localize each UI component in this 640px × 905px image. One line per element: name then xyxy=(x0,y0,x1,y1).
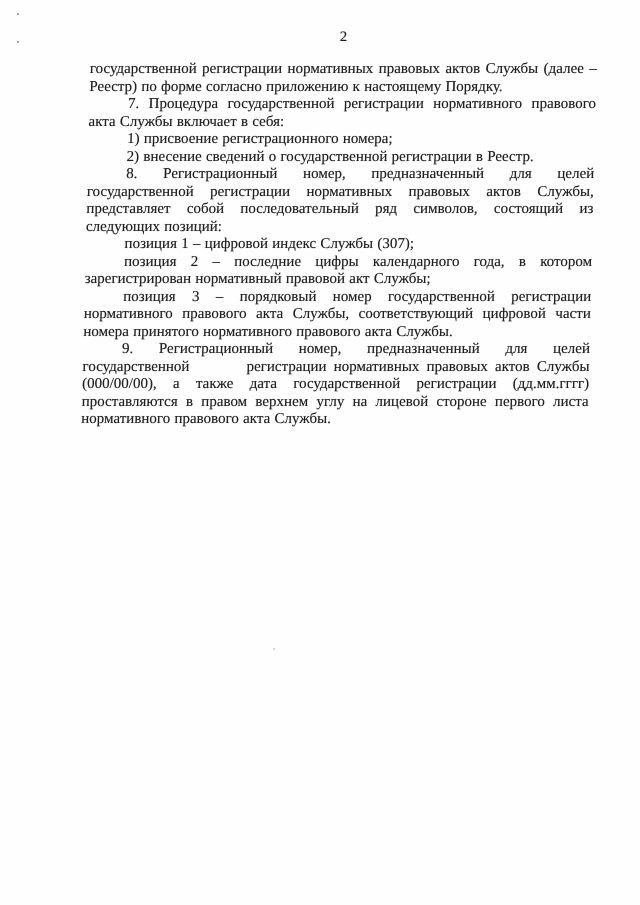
document-text-block xyxy=(81,61,597,429)
document-line: позиция 1 – цифровой индекс Службы (307); xyxy=(124,236,415,252)
document-line: государственной регистрации нормативных правовых актов Службы, xyxy=(86,183,595,200)
document-line: позиция 3 – порядковый номер государственной регистрации xyxy=(123,288,592,305)
scan-artifact-dot xyxy=(17,13,19,15)
document-line: 9. Регистрационный номер, предназначенный для целей xyxy=(121,341,591,357)
document-line: государственной регистрации нормативных правовых актов Службы xyxy=(82,358,590,375)
document-line: следующих позиций: xyxy=(85,218,223,235)
document-line: нормативного правового акта Службы. xyxy=(81,411,332,427)
document-line: государственной регистрации нормативных правовых актов Службы (далее – xyxy=(89,61,597,77)
document-line: проставляются в правом верхнем углу на лицевой стороне первого листа xyxy=(81,393,589,410)
scan-artifact-dot xyxy=(273,648,275,650)
scan-artifact-dot xyxy=(17,41,19,43)
document-line: 2) внесение сведений о государственной регистрации в Реестр. xyxy=(126,148,534,165)
document-line: 8. Регистрационный номер, предназначенный для целей xyxy=(126,166,595,182)
document-line: зарегистрирован нормативный правовой акт Службы; xyxy=(84,271,431,287)
document-line: 7. Процедура государственной регистрации нормативного правового xyxy=(127,96,597,112)
document-line: (000/00/00), а также дата государственной регистрации (дд.мм.гггг) xyxy=(81,376,590,392)
document-line: 1) присвоение регистрационного номера; xyxy=(126,131,393,147)
document-line: акта Службы включает в себя: xyxy=(88,113,285,130)
document-line: нормативного правового акта Службы, соответствующий цифровой части xyxy=(83,306,592,322)
document-line: представляет собой последовательный ряд символов, состоящий из xyxy=(86,201,594,217)
document-line: позиция 2 – последние цифры календарного года, в котором xyxy=(123,253,593,270)
page-number: 2 xyxy=(339,29,348,45)
document-line: Реестр) по форме согласно приложению к настоящему Порядку. xyxy=(89,78,503,95)
document-line: номера принятого нормативного правового акта Службы. xyxy=(83,323,453,340)
